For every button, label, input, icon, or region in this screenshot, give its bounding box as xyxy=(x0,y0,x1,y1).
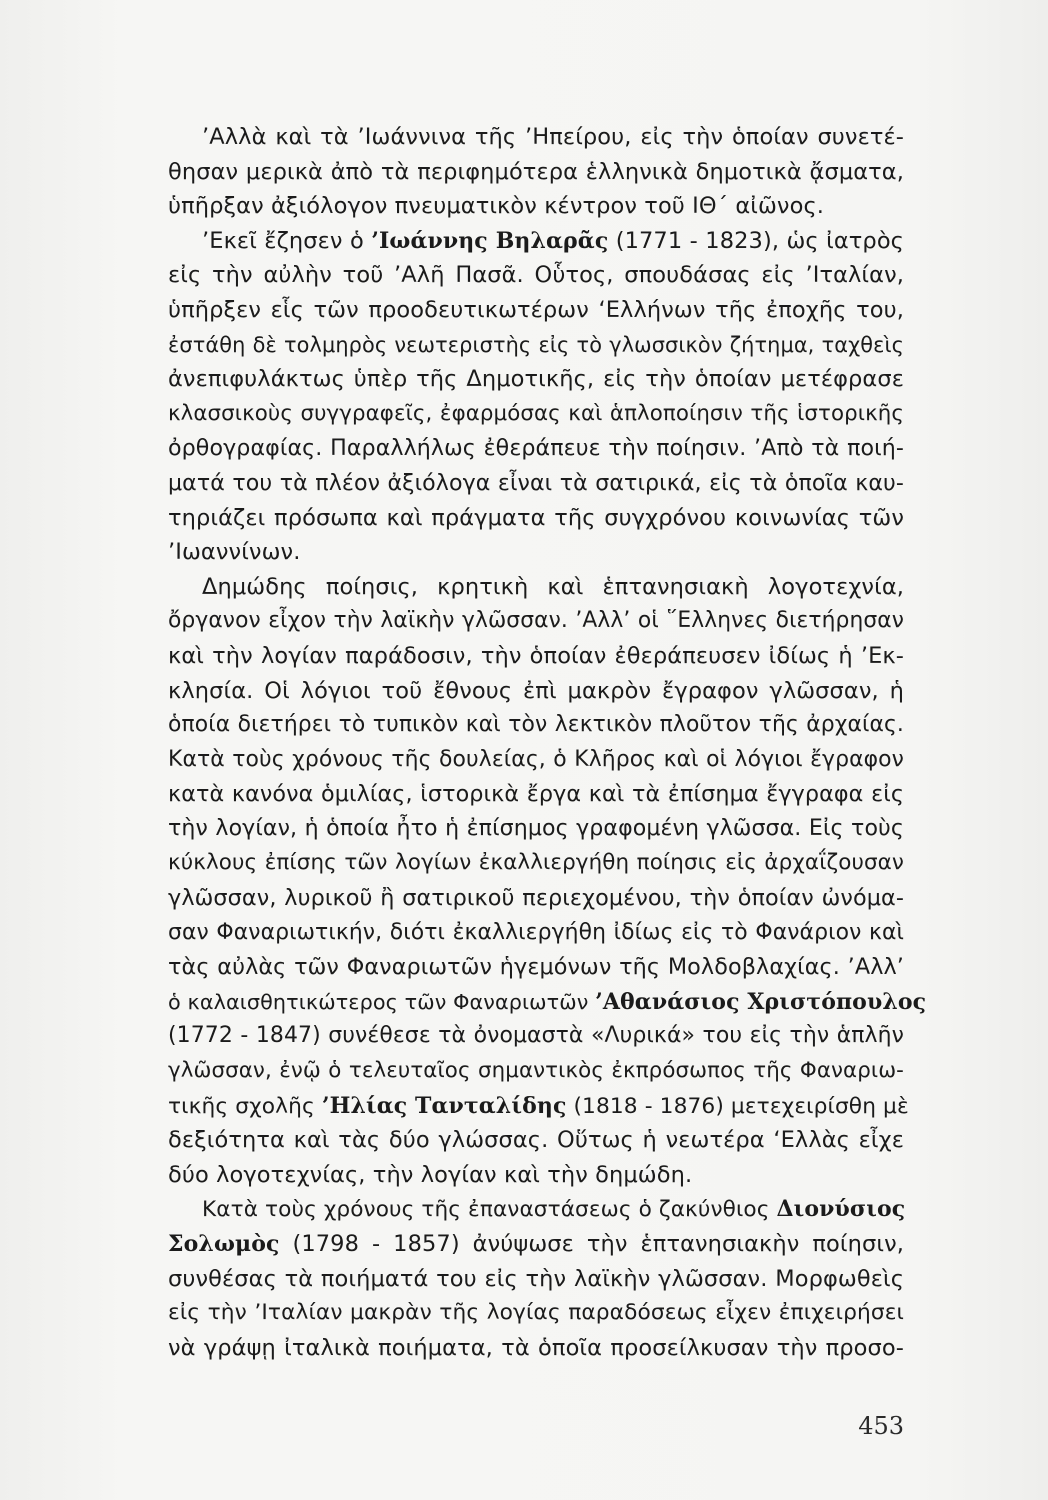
text-line xyxy=(168,570,904,605)
text-line xyxy=(168,846,904,881)
text-line xyxy=(168,1192,904,1227)
text-line xyxy=(168,812,904,847)
text-segment: σαν Φαναριωτικήν, διότι ἐκαλλιεργήθη ἰδίως εἰς τὸ Φανάριον καὶ xyxy=(168,919,904,945)
text-line xyxy=(168,362,904,397)
text-line xyxy=(168,155,904,190)
text-segment: ὁ καλαισθητικώτερος τῶν Φαναριωτῶν xyxy=(168,989,596,1014)
text-segment: Κατὰ τοὺς χρόνους τῆς δουλείας, ὁ Κλῆρος καὶ οἱ λόγιοι ἔγραφον xyxy=(168,746,904,772)
text-line xyxy=(168,604,904,639)
text-segment: συνθέσας τὰ ποιήματά του εἰς τὴν λαϊκὴν γλῶσσαν. Μορφωθεὶς xyxy=(168,1265,904,1292)
text-segment: εἰς τὴν ’Ιταλίαν μακρὰν τῆς λογίας παραδόσεως εἶχεν ἐπιχειρήσει xyxy=(168,1300,904,1326)
text-line xyxy=(168,1227,904,1262)
text-segment: ’Εκεῖ ἔζησεν ὁ xyxy=(202,227,372,254)
text-segment: τηριάζει πρόσωπα καὶ πράγματα τῆς συγχρόνου κοινωνίας τῶν xyxy=(168,504,904,531)
text-line xyxy=(168,674,904,709)
text-line xyxy=(168,639,904,674)
text-line xyxy=(168,1019,904,1054)
text-line xyxy=(168,431,904,466)
text-segment: (1771 - 1823), ὡς ἰατρὸς xyxy=(608,227,904,254)
text-segment: (1798 - 1857) ἀνύψωσε τὴν ἑπτανησιακὴν ποίησιν, xyxy=(279,1231,904,1257)
text-line xyxy=(168,328,904,363)
person-name: Διονύσιος xyxy=(776,1196,906,1223)
text-line xyxy=(168,1296,904,1331)
text-segment: κλησία. Οἱ λόγιοι τοῦ ἔθνους ἐπὶ μακρὸν ἔγραφον γλῶσσαν, ἡ xyxy=(168,677,904,704)
text-line xyxy=(168,120,904,155)
text-line xyxy=(168,708,904,743)
text-segment: γλῶσσαν, λυρικοῦ ἢ σατιρικοῦ περιεχομένου, τὴν ὁποίαν ὠνόμα- xyxy=(168,885,904,912)
text-line xyxy=(168,466,904,501)
text-segment: τὴν λογίαν, ἡ ὁποία ἦτο ἡ ἐπίσημος γραφομένη γλῶσσα. Εἰς τοὺς xyxy=(168,815,904,841)
text-segment: νὰ γράψῃ ἰταλικὰ ποιήματα, τὰ ὁποῖα προσείλκυσαν τὴν προσο- xyxy=(168,1334,904,1361)
page-number: 453 xyxy=(858,1412,904,1440)
text-segment: καὶ τὴν λογίαν παράδοσιν, τὴν ὁποίαν ἐθεράπευσεν ἰδίως ἡ ’Εκ- xyxy=(168,642,904,669)
text-segment: τικῆς σχολῆς xyxy=(168,1093,322,1119)
person-name: ’Ηλίας Τανταλίδης xyxy=(321,1092,567,1119)
text-segment: ὑπῆρξεν εἷς τῶν προοδευτικωτέρων ‘Ελλήνων τῆς ἐποχῆς του, xyxy=(168,296,904,323)
text-line xyxy=(168,1089,909,1124)
text-line xyxy=(168,397,904,432)
text-line xyxy=(168,985,927,1020)
text-segment: (1772 - 1847) συνέθεσε τὰ ὀνομαστὰ «Λυρικά» του εἰς τὴν ἁπλῆν xyxy=(168,1023,904,1049)
text-segment: θησαν μερικὰ ἀπὸ τὰ περιφημότερα ἑλληνικὰ δημοτικὰ ᾄσματα, xyxy=(168,158,904,185)
text-line xyxy=(168,1331,904,1366)
person-name: Σολωμὸς xyxy=(168,1231,280,1257)
text-line xyxy=(168,950,904,985)
text-line xyxy=(168,189,904,224)
text-line xyxy=(168,916,904,951)
text-line xyxy=(168,224,904,259)
body-text xyxy=(168,120,927,1365)
text-segment: ἐστάθη δὲ τολμηρὸς νεωτεριστὴς εἰς τὸ γλωσσικὸν ζήτημα, ταχθεὶς xyxy=(168,332,904,357)
text-segment: ὁποία διετήρει τὸ τυπικὸν καὶ τὸν λεκτικὸν πλοῦτον τῆς ἀρχαίας. xyxy=(168,712,904,738)
text-line xyxy=(168,535,904,570)
text-segment: ὑπῆρξαν ἀξιόλογον πνευματικὸν κέντρον τοῦ ΙΘ΄ αἰῶνος. xyxy=(168,193,825,220)
text-line xyxy=(168,777,904,812)
text-segment: κύκλους ἐπίσης τῶν λογίων ἐκαλλιεργήθη ποίησις εἰς ἀρχαΐζουσαν xyxy=(168,850,904,876)
text-segment: δεξιότητα καὶ τὰς δύο γλώσσας. Οὕτως ἡ νεωτέρα ‘Ελλὰς εἶχε xyxy=(168,1127,904,1154)
text-segment: δύο λογοτεχνίας, τὴν λογίαν καὶ τὴν δημώδη. xyxy=(168,1161,693,1188)
text-segment: (1818 - 1876) μετεχειρίσθη μὲ xyxy=(566,1093,909,1119)
text-segment: εἰς τὴν αὐλὴν τοῦ ’Αλῆ Πασᾶ. Οὗτος, σπουδάσας εἰς ’Ιταλίαν, xyxy=(168,262,904,289)
text-line xyxy=(168,881,904,916)
text-segment: ὀρθογραφίας. Παραλλήλως ἐθεράπευε τὴν ποίησιν. ’Απὸ τὰ ποιή- xyxy=(168,435,904,462)
text-line xyxy=(168,258,904,293)
text-segment: κλασσικοὺς συγγραφεῖς, ἐφαρμόσας καὶ ἁπλοποίησιν τῆς ἱστορικῆς xyxy=(168,400,904,426)
text-segment: ’Αλλὰ καὶ τὰ ’Ιωάννινα τῆς ’Ηπείρου, εἰς τὴν ὁποίαν συνετέ- xyxy=(202,124,904,150)
person-name: ’Αθανάσιος Χριστόπουλος xyxy=(595,988,927,1015)
text-segment: γλῶσσαν, ἐνῷ ὁ τελευταῖος σημαντικὸς ἐκπρόσωπος τῆς Φαναριω- xyxy=(168,1058,904,1084)
text-line xyxy=(168,501,904,536)
text-segment: ’Ιωαννίνων. xyxy=(168,539,301,566)
text-segment: Δημώδης ποίησις, κρητικὴ καὶ ἑπτανησιακὴ λογοτεχνία, xyxy=(202,573,904,600)
text-segment: ὄργανον εἶχον τὴν λαϊκὴν γλῶσσαν. ’Αλλ’ οἱ ῞Ελληνες διετήρησαν xyxy=(168,608,904,634)
text-line xyxy=(168,1054,904,1089)
text-segment: ἀνεπιφυλάκτως ὑπὲρ τῆς Δημοτικῆς, εἰς τὴν ὁποίαν μετέφρασε xyxy=(168,366,904,393)
text-segment: Κατὰ τοὺς χρόνους τῆς ἐπαναστάσεως ὁ ζακύνθιος xyxy=(202,1197,777,1223)
text-line xyxy=(168,293,904,328)
person-name: ’Ιωάννης Βηλαρᾶς xyxy=(371,227,609,254)
text-line xyxy=(168,743,904,778)
text-line xyxy=(168,1262,904,1297)
text-line xyxy=(168,1123,904,1158)
text-segment: ματά του τὰ πλέον ἀξιόλογα εἶναι τὰ σατιρικά, εἰς τὰ ὁποῖα καυ- xyxy=(168,469,904,496)
text-segment: κατὰ κανόνα ὁμιλίας, ἱστορικὰ ἔργα καὶ τὰ ἐπίσημα ἔγγραφα εἰς xyxy=(168,781,904,808)
text-line xyxy=(168,1158,904,1193)
text-segment: τὰς αὐλὰς τῶν Φαναριωτῶν ἡγεμόνων τῆς Μολδοβλαχίας. ’Αλλ’ xyxy=(168,954,904,981)
